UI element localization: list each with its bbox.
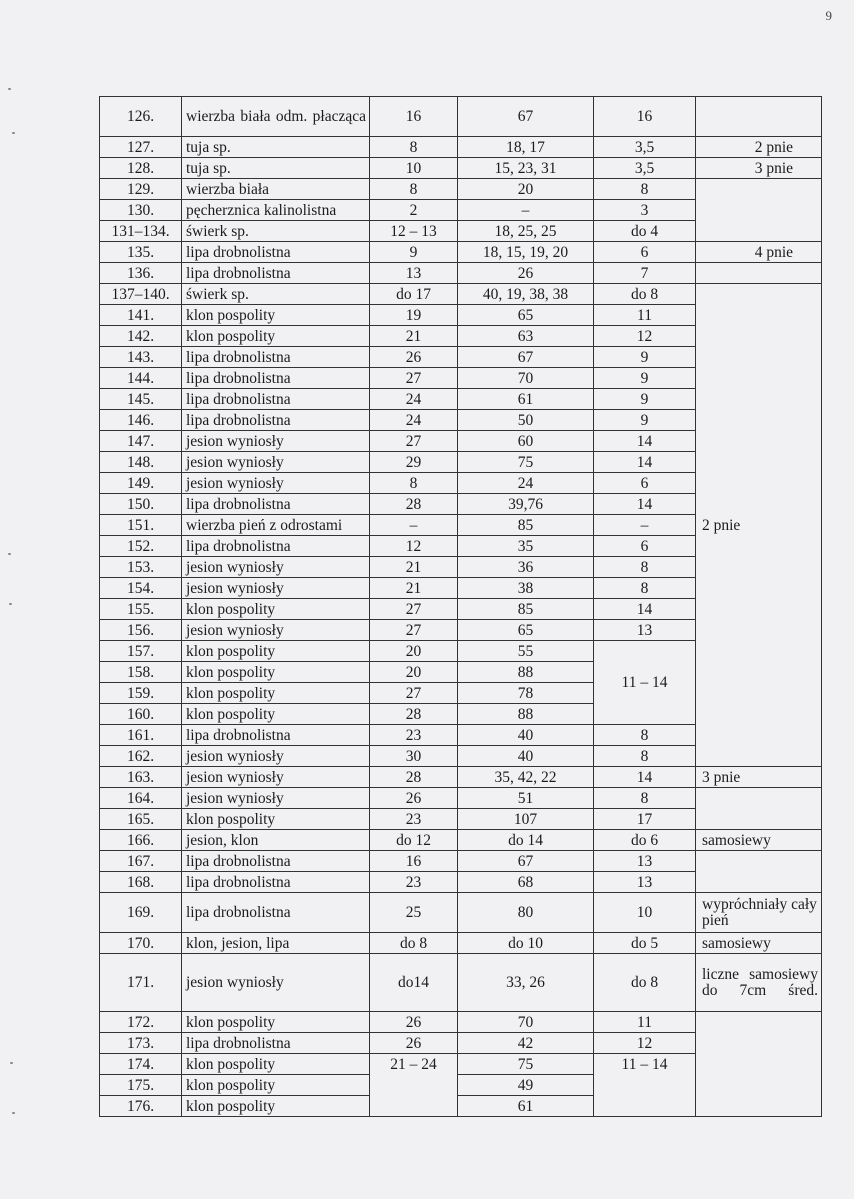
height-value: 26 xyxy=(370,788,458,809)
row-number: 155. xyxy=(100,599,182,620)
remarks: 2 pnie xyxy=(696,284,822,767)
height-value: 16 xyxy=(370,97,458,137)
remarks xyxy=(696,788,822,830)
height-value: 2 xyxy=(370,200,458,221)
species-name: jesion wyniosły xyxy=(182,431,370,452)
row-number: 143. xyxy=(100,347,182,368)
species-name: klon pospolity xyxy=(182,704,370,725)
species-name: lipa drobnolistna xyxy=(182,851,370,872)
diameter-value: 80 xyxy=(458,893,594,933)
height-value: 20 xyxy=(370,662,458,683)
diameter-value: 20 xyxy=(458,179,594,200)
species-name: klon pospolity xyxy=(182,1075,370,1096)
height-value: 24 xyxy=(370,410,458,431)
species-name: wierzba biała xyxy=(182,179,370,200)
species-name: jesion wyniosły xyxy=(182,620,370,641)
species-name: jesion wyniosły xyxy=(182,767,370,788)
remarks xyxy=(696,97,822,137)
height-value: 27 xyxy=(370,620,458,641)
table-row xyxy=(100,767,822,788)
table-row xyxy=(100,1012,822,1033)
remarks: 4 pnie xyxy=(696,242,822,263)
scan-speck xyxy=(8,88,11,90)
row-number: 172. xyxy=(100,1012,182,1033)
height-value: 21 xyxy=(370,557,458,578)
remarks: 2 pnie xyxy=(696,137,822,158)
diameter-value: 42 xyxy=(458,1033,594,1054)
crown-value: 8 xyxy=(594,788,696,809)
height-value: do 8 xyxy=(370,933,458,954)
diameter-value: – xyxy=(458,200,594,221)
diameter-value: 63 xyxy=(458,326,594,347)
row-number: 169. xyxy=(100,893,182,933)
species-name: klon pospolity xyxy=(182,662,370,683)
remarks: samosiewy xyxy=(696,830,822,851)
diameter-value: 38 xyxy=(458,578,594,599)
species-name: lipa drobnolistna xyxy=(182,347,370,368)
row-number: 157. xyxy=(100,641,182,662)
species-name: klon, jesion, lipa xyxy=(182,933,370,954)
row-number: 130. xyxy=(100,200,182,221)
height-value: 26 xyxy=(370,347,458,368)
table-row xyxy=(100,242,822,263)
diameter-value: 67 xyxy=(458,347,594,368)
table-row xyxy=(100,97,822,137)
height-value: 21 xyxy=(370,578,458,599)
height-value: do 12 xyxy=(370,830,458,851)
scan-speck xyxy=(10,1062,13,1064)
species-name: jesion wyniosły xyxy=(182,473,370,494)
diameter-value: 35, 42, 22 xyxy=(458,767,594,788)
row-number: 164. xyxy=(100,788,182,809)
height-value: 16 xyxy=(370,851,458,872)
crown-value: do 6 xyxy=(594,830,696,851)
remarks xyxy=(696,1012,822,1117)
crown-value: 11 – 14 xyxy=(594,1054,696,1117)
diameter-value: 26 xyxy=(458,263,594,284)
species-name: klon pospolity xyxy=(182,1096,370,1117)
diameter-value: 75 xyxy=(458,452,594,473)
diameter-value: 18, 15, 19, 20 xyxy=(458,242,594,263)
row-number: 168. xyxy=(100,872,182,893)
diameter-value: 61 xyxy=(458,1096,594,1117)
row-number: 161. xyxy=(100,725,182,746)
row-number: 152. xyxy=(100,536,182,557)
diameter-value: 107 xyxy=(458,809,594,830)
diameter-value: 85 xyxy=(458,515,594,536)
height-value: 28 xyxy=(370,494,458,515)
species-name: jesion, klon xyxy=(182,830,370,851)
height-value: 23 xyxy=(370,725,458,746)
diameter-value: 24 xyxy=(458,473,594,494)
crown-value: 9 xyxy=(594,347,696,368)
height-value: 23 xyxy=(370,872,458,893)
row-number: 151. xyxy=(100,515,182,536)
height-value: 29 xyxy=(370,452,458,473)
scan-speck xyxy=(9,603,12,605)
crown-value: 11 xyxy=(594,305,696,326)
diameter-value: 33, 26 xyxy=(458,954,594,1012)
height-value: 10 xyxy=(370,158,458,179)
species-name: lipa drobnolistna xyxy=(182,368,370,389)
species-name: klon pospolity xyxy=(182,641,370,662)
diameter-value: 18, 17 xyxy=(458,137,594,158)
row-number: 142. xyxy=(100,326,182,347)
species-name: jesion wyniosły xyxy=(182,452,370,473)
species-name: świerk sp. xyxy=(182,221,370,242)
row-number: 159. xyxy=(100,683,182,704)
diameter-value: 60 xyxy=(458,431,594,452)
row-number: 126. xyxy=(100,97,182,137)
height-value: 27 xyxy=(370,368,458,389)
crown-value: 14 xyxy=(594,494,696,515)
species-name: lipa drobnolistna xyxy=(182,1033,370,1054)
height-value: 21 – 24 xyxy=(370,1054,458,1117)
species-name: lipa drobnolistna xyxy=(182,242,370,263)
crown-value: 14 xyxy=(594,431,696,452)
table-row xyxy=(100,830,822,851)
row-number: 160. xyxy=(100,704,182,725)
crown-value: 8 xyxy=(594,578,696,599)
crown-value: do 5 xyxy=(594,933,696,954)
crown-value: 8 xyxy=(594,179,696,200)
species-name: tuja sp. xyxy=(182,158,370,179)
crown-value: – xyxy=(594,515,696,536)
diameter-value: 85 xyxy=(458,599,594,620)
height-value: do 17 xyxy=(370,284,458,305)
height-value: 24 xyxy=(370,389,458,410)
crown-value: 6 xyxy=(594,536,696,557)
species-name: klon pospolity xyxy=(182,1054,370,1075)
height-value: 20 xyxy=(370,641,458,662)
row-number: 171. xyxy=(100,954,182,1012)
species-name: lipa drobnolistna xyxy=(182,263,370,284)
height-value: 21 xyxy=(370,326,458,347)
row-number: 145. xyxy=(100,389,182,410)
row-number: 176. xyxy=(100,1096,182,1117)
height-value: do14 xyxy=(370,954,458,1012)
crown-value: 11 xyxy=(594,1012,696,1033)
row-number: 127. xyxy=(100,137,182,158)
crown-value: 3,5 xyxy=(594,137,696,158)
diameter-value: 70 xyxy=(458,368,594,389)
table-row xyxy=(100,851,822,872)
species-name: lipa drobnolistna xyxy=(182,494,370,515)
height-value: 9 xyxy=(370,242,458,263)
remarks: samosiewy xyxy=(696,933,822,954)
crown-value: 3,5 xyxy=(594,158,696,179)
diameter-value: 40, 19, 38, 38 xyxy=(458,284,594,305)
crown-value: 14 xyxy=(594,452,696,473)
row-number: 156. xyxy=(100,620,182,641)
row-number: 170. xyxy=(100,933,182,954)
diameter-value: 88 xyxy=(458,662,594,683)
species-name: pęcherznica kalinolistna xyxy=(182,200,370,221)
crown-value: 6 xyxy=(594,242,696,263)
species-name: jesion wyniosły xyxy=(182,954,370,1012)
crown-value: 13 xyxy=(594,872,696,893)
crown-value: 17 xyxy=(594,809,696,830)
species-name: klon pospolity xyxy=(182,809,370,830)
diameter-value: 88 xyxy=(458,704,594,725)
table-row xyxy=(100,954,822,1012)
table-row xyxy=(100,179,822,200)
species-name: jesion wyniosły xyxy=(182,746,370,767)
crown-value: 14 xyxy=(594,767,696,788)
crown-value: 9 xyxy=(594,410,696,431)
diameter-value: 67 xyxy=(458,97,594,137)
species-name: jesion wyniosły xyxy=(182,557,370,578)
crown-value: 8 xyxy=(594,725,696,746)
row-number: 149. xyxy=(100,473,182,494)
height-value: 26 xyxy=(370,1012,458,1033)
crown-value: do 4 xyxy=(594,221,696,242)
crown-value: 14 xyxy=(594,599,696,620)
remarks xyxy=(696,179,822,242)
crown-value: 10 xyxy=(594,893,696,933)
crown-value: 8 xyxy=(594,746,696,767)
row-number: 163. xyxy=(100,767,182,788)
table-row xyxy=(100,137,822,158)
row-number: 137–140. xyxy=(100,284,182,305)
crown-value: 13 xyxy=(594,620,696,641)
scan-speck xyxy=(12,1112,15,1114)
height-value: 12 – 13 xyxy=(370,221,458,242)
table-row xyxy=(100,263,822,284)
height-value: – xyxy=(370,515,458,536)
species-name: jesion wyniosły xyxy=(182,578,370,599)
diameter-value: 75 xyxy=(458,1054,594,1075)
diameter-value: 67 xyxy=(458,851,594,872)
row-number: 136. xyxy=(100,263,182,284)
species-name: lipa drobnolistna xyxy=(182,536,370,557)
species-name: klon pospolity xyxy=(182,599,370,620)
diameter-value: 36 xyxy=(458,557,594,578)
species-name: klon pospolity xyxy=(182,683,370,704)
crown-value: do 8 xyxy=(594,954,696,1012)
diameter-value: 40 xyxy=(458,746,594,767)
crown-value: 9 xyxy=(594,368,696,389)
diameter-value: 65 xyxy=(458,620,594,641)
diameter-value: 78 xyxy=(458,683,594,704)
diameter-value: 61 xyxy=(458,389,594,410)
species-name: wierzba pień z odrostami xyxy=(182,515,370,536)
remarks xyxy=(696,851,822,893)
diameter-value: 15, 23, 31 xyxy=(458,158,594,179)
height-value: 28 xyxy=(370,767,458,788)
table-row xyxy=(100,284,822,305)
row-number: 141. xyxy=(100,305,182,326)
height-value: 8 xyxy=(370,137,458,158)
row-number: 147. xyxy=(100,431,182,452)
row-number: 150. xyxy=(100,494,182,515)
diameter-value: do 10 xyxy=(458,933,594,954)
species-name: lipa drobnolistna xyxy=(182,410,370,431)
species-name: klon pospolity xyxy=(182,1012,370,1033)
page-number: 9 xyxy=(825,8,832,23)
diameter-value: 39,76 xyxy=(458,494,594,515)
height-value: 23 xyxy=(370,809,458,830)
crown-value: 3 xyxy=(594,200,696,221)
tree-inventory-table xyxy=(99,96,822,1117)
remarks: liczne samosiewy do 7cm śred. xyxy=(696,954,822,1012)
remarks xyxy=(696,263,822,284)
species-name: jesion wyniosły xyxy=(182,788,370,809)
height-value: 12 xyxy=(370,536,458,557)
row-number: 175. xyxy=(100,1075,182,1096)
species-name: wierzba biała odm. płacząca xyxy=(182,97,370,137)
row-number: 144. xyxy=(100,368,182,389)
height-value: 19 xyxy=(370,305,458,326)
species-name: lipa drobnolistna xyxy=(182,872,370,893)
table-row xyxy=(100,893,822,933)
species-name: klon pospolity xyxy=(182,305,370,326)
species-name: lipa drobnolistna xyxy=(182,389,370,410)
crown-value: 6 xyxy=(594,473,696,494)
height-value: 25 xyxy=(370,893,458,933)
species-name: tuja sp. xyxy=(182,137,370,158)
diameter-value: 51 xyxy=(458,788,594,809)
species-name: świerk sp. xyxy=(182,284,370,305)
diameter-value: do 14 xyxy=(458,830,594,851)
diameter-value: 40 xyxy=(458,725,594,746)
species-name: lipa drobnolistna xyxy=(182,893,370,933)
row-number: 153. xyxy=(100,557,182,578)
height-value: 27 xyxy=(370,599,458,620)
crown-value: 12 xyxy=(594,326,696,347)
row-number: 173. xyxy=(100,1033,182,1054)
diameter-value: 68 xyxy=(458,872,594,893)
diameter-value: 70 xyxy=(458,1012,594,1033)
crown-value: 7 xyxy=(594,263,696,284)
row-number: 165. xyxy=(100,809,182,830)
crown-value: 9 xyxy=(594,389,696,410)
row-number: 158. xyxy=(100,662,182,683)
row-number: 135. xyxy=(100,242,182,263)
crown-value: 13 xyxy=(594,851,696,872)
crown-value: 11 – 14 xyxy=(594,641,696,725)
row-number: 167. xyxy=(100,851,182,872)
remarks: 3 pnie xyxy=(696,767,822,788)
row-number: 131–134. xyxy=(100,221,182,242)
height-value: 27 xyxy=(370,431,458,452)
diameter-value: 55 xyxy=(458,641,594,662)
height-value: 27 xyxy=(370,683,458,704)
row-number: 129. xyxy=(100,179,182,200)
row-number: 162. xyxy=(100,746,182,767)
table-row xyxy=(100,933,822,954)
height-value: 13 xyxy=(370,263,458,284)
species-name: klon pospolity xyxy=(182,326,370,347)
remarks: 3 pnie xyxy=(696,158,822,179)
row-number: 154. xyxy=(100,578,182,599)
diameter-value: 65 xyxy=(458,305,594,326)
row-number: 128. xyxy=(100,158,182,179)
diameter-value: 50 xyxy=(458,410,594,431)
scan-speck xyxy=(12,132,15,134)
row-number: 146. xyxy=(100,410,182,431)
crown-value: 16 xyxy=(594,97,696,137)
height-value: 26 xyxy=(370,1033,458,1054)
table-row xyxy=(100,788,822,809)
row-number: 166. xyxy=(100,830,182,851)
diameter-value: 35 xyxy=(458,536,594,557)
table-row xyxy=(100,158,822,179)
diameter-value: 18, 25, 25 xyxy=(458,221,594,242)
species-name: lipa drobnolistna xyxy=(182,725,370,746)
crown-value: 8 xyxy=(594,557,696,578)
height-value: 8 xyxy=(370,473,458,494)
remarks: wypróchniały cały pień xyxy=(696,893,822,933)
row-number: 174. xyxy=(100,1054,182,1075)
row-number: 148. xyxy=(100,452,182,473)
crown-value: 12 xyxy=(594,1033,696,1054)
height-value: 30 xyxy=(370,746,458,767)
height-value: 8 xyxy=(370,179,458,200)
crown-value: do 8 xyxy=(594,284,696,305)
diameter-value: 49 xyxy=(458,1075,594,1096)
height-value: 28 xyxy=(370,704,458,725)
scan-speck xyxy=(8,553,11,555)
